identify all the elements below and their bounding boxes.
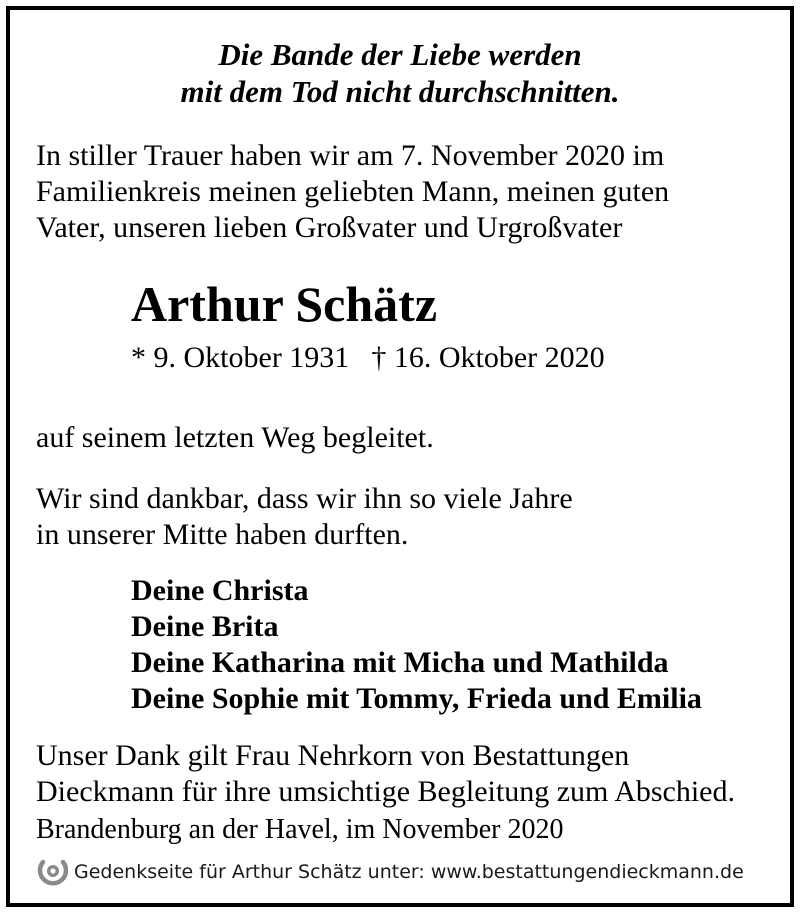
place-date: Brandenburg an der Havel, im November 2020 bbox=[36, 814, 564, 845]
signer: Deine Sophie mit Tommy, Frieda und Emilia bbox=[131, 682, 702, 715]
signers-list bbox=[131, 573, 702, 717]
memorial-page-footer bbox=[36, 855, 744, 889]
deceased-name: Arthur Schätz bbox=[131, 276, 438, 332]
thanks-paragraph bbox=[36, 738, 735, 810]
intro-line-2: Familienkreis meinen geliebten Mann, meinen guten bbox=[36, 175, 670, 208]
accompanied-text: auf seinem letzten Weg begleitet. bbox=[36, 421, 434, 454]
intro-line-1: In stiller Trauer haben wir am 7. November 2020 im bbox=[36, 139, 665, 172]
gratitude-line-1: Wir sind dankbar, dass wir ihn so viele Jahre bbox=[36, 482, 573, 515]
signer: Deine Katharina mit Micha und Mathilda bbox=[131, 646, 669, 679]
life-dates bbox=[131, 340, 605, 376]
birth-date: * 9. Oktober 1931 bbox=[131, 341, 350, 374]
signer: Deine Christa bbox=[131, 574, 309, 607]
intro-line-3: Vater, unseren lieben Großvater und Urgroßvater bbox=[36, 211, 623, 244]
death-date: † 16. Oktober 2020 bbox=[371, 341, 605, 374]
thanks-line-1: Unser Dank gilt Frau Nehrkorn von Bestattungen bbox=[36, 739, 630, 772]
gratitude-line-2: in unserer Mitte haben durften. bbox=[36, 518, 409, 551]
gratitude-paragraph bbox=[36, 481, 573, 553]
motto-line-2: mit dem Tod nicht durchschnitten. bbox=[180, 74, 620, 109]
thanks-line-2: Dieckmann für ihre umsichtige Begleitung zum Abschied. bbox=[36, 775, 735, 808]
intro-paragraph bbox=[36, 138, 669, 246]
memorial-logo-icon bbox=[36, 856, 68, 888]
motto bbox=[0, 36, 800, 110]
signer: Deine Brita bbox=[131, 610, 279, 643]
memorial-page-link[interactable]: Gedenkseite für Arthur Schätz unter: www.bestattungendieckmann.de bbox=[74, 861, 744, 883]
motto-line-1: Die Bande der Liebe werden bbox=[218, 37, 582, 72]
